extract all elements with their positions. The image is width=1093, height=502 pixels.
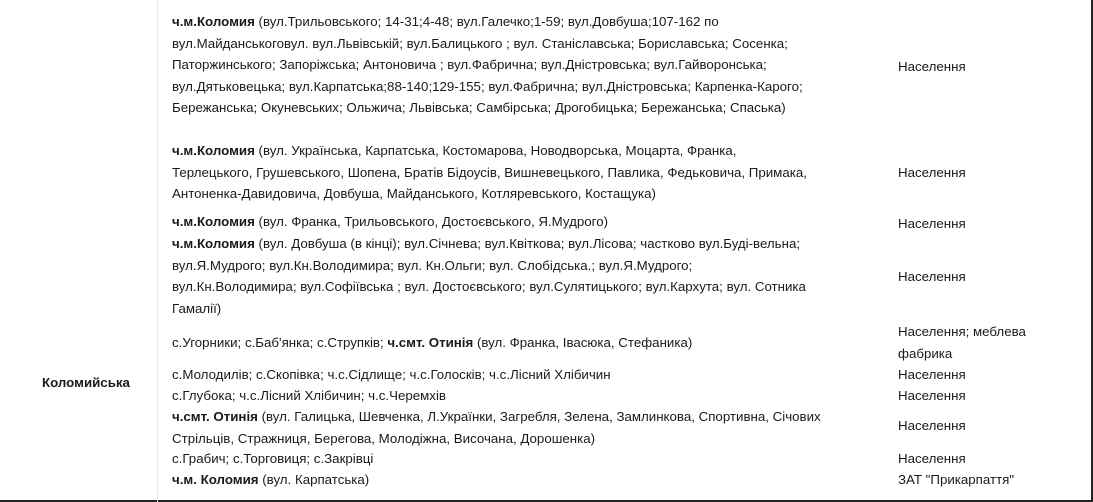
settlement-line: [172, 76, 894, 98]
street-list: с.Грабич; с.Торговиця; с.Закрівці: [172, 451, 374, 466]
consumer-type-line: Населення: [898, 418, 966, 433]
settlement-line: [172, 33, 894, 55]
street-list: (вул. Галицька, Шевченка, Л.Українки, Загребля, Зелена, Замлинкова, Спортивна, Січових: [257, 409, 821, 424]
consumer-type: [898, 469, 1078, 491]
settlement-line: [172, 183, 894, 205]
settlement-row: [172, 364, 894, 386]
place-name: ч.м.Коломия: [172, 143, 255, 158]
street-list: вул.Дятьковецька; вул.Карпатська;88-140;129-155; вул.Фабрична; вул.Дністровська; Карпенка-Карого;: [172, 78, 803, 94]
settlement-line: [172, 276, 894, 298]
consumer-type-line: Населення: [898, 59, 966, 74]
street-list: (вул. Карпатська): [258, 472, 370, 487]
consumer-type-line: фабрика: [898, 345, 953, 361]
place-name: ч.м.Коломия: [172, 236, 255, 251]
settlement-line: [172, 233, 894, 255]
street-list: с.Молодилів; с.Скопівка; ч.с.Сідлище; ч.с.Голосків; ч.с.Лісний Хлібичин: [172, 367, 611, 382]
settlement-row: [172, 332, 894, 354]
settlement-line: [172, 11, 894, 33]
settlement-row: [172, 211, 894, 233]
settlement-row: [172, 140, 894, 205]
place-name: ч.смт. Отинія: [387, 335, 474, 350]
street-list: Антоненка-Давидовича, Довбуша, Майданського, Котляревського, Костащука): [172, 186, 656, 201]
settlement-row: [172, 448, 894, 470]
street-list: вул.Я.Мудрого; вул.Кн.Володимира; вул. Кн.Ольги; вул. Слобідська.; вул.Я.Мудрого;: [172, 257, 693, 273]
settlement-line: [172, 406, 894, 428]
consumer-type-line: Населення: [898, 451, 966, 466]
settlement-line: [172, 298, 894, 320]
consumer-type: [898, 364, 1078, 386]
street-list: (вул. Франка, Івасюка, Стефаника): [473, 335, 693, 350]
place-name: ч.м. Коломия: [172, 472, 259, 487]
street-list: вул.Майданськоговул. вул.Львівській; вул.Балицького ; вул. Станіславська; Бориславська; Сосенка;: [172, 35, 788, 51]
settlement-row: [172, 469, 894, 491]
street-list: Терлецького, Грушевського, Шопена, Братів Бідоусів, Вишневецького, Павлика, Федьковича, Примака,: [172, 164, 807, 180]
settlement-line: [172, 162, 894, 184]
settlement-line: [172, 469, 894, 491]
consumer-type: [898, 448, 1078, 470]
street-list: (вул.Трильовського; 14-31;4-48; вул.Галечко;1-59; вул.Довбуша;107-162 по: [254, 14, 719, 29]
consumer-type-line: ЗАТ "Прикарпаття": [898, 472, 1015, 487]
settlement-row: [172, 233, 894, 319]
consumer-type: [898, 415, 1078, 437]
consumer-type: [898, 321, 1078, 364]
street-list: (вул. Франка, Трильовського, Достоєвського, Я.Мудрого): [254, 214, 609, 229]
street-list: (вул. Українська, Карпатська, Костомарова, Новодворська, Моцарта, Франка,: [254, 143, 737, 158]
consumer-type: [898, 56, 1078, 78]
consumer-type: [898, 213, 1078, 235]
consumer-type-line: Населення: [898, 388, 966, 403]
street-list: с.Угорники; с.Баб'янка; с.Струпків;: [172, 335, 388, 350]
settlement-line: [172, 211, 894, 233]
street-list: с.Глубока; ч.с.Лісний Хлібичин; ч.с.Черемхів: [172, 388, 446, 403]
settlement-line: [172, 332, 894, 354]
consumer-type-line: Населення: [898, 165, 966, 180]
column-divider: [157, 0, 158, 502]
consumer-type-line: Населення: [898, 367, 966, 382]
settlement-line: [172, 255, 894, 277]
street-list: (вул. Довбуша (в кінці); вул.Січнева; вул.Квіткова; вул.Лісова; частково вул.Буді-вельна;: [254, 236, 801, 251]
consumer-type: [898, 162, 1078, 184]
settlement-row: [172, 11, 894, 119]
street-list: Стрільців, Стражниця, Берегова, Молодіжна, Височана, Дорошенка): [172, 430, 596, 446]
settlement-line: [172, 54, 894, 76]
street-list: Гамалії): [172, 300, 222, 316]
settlement-line: [172, 364, 894, 386]
consumer-type-line: Населення; меблева: [898, 324, 1026, 339]
settlement-line: [172, 448, 894, 470]
place-name: ч.м.Коломия: [172, 14, 255, 29]
street-list: вул.Кн.Володимира; вул.Софіївська ; вул. Достоєвського; вул.Сулятицького; вул.Кархута; вул. Сотника: [172, 279, 806, 294]
place-name: ч.смт. Отинія: [172, 409, 258, 424]
settlement-line: [172, 385, 894, 407]
settlement-line: [172, 428, 894, 450]
consumer-type: [898, 385, 1078, 407]
consumer-type-line: Населення: [898, 269, 966, 284]
consumer-type: [898, 266, 1078, 288]
street-list: Бережанська; Окуневських; Ольжича; Львівська; Самбірська; Дрогобицька; Бережанська; Спаська): [172, 100, 786, 115]
settlement-row: [172, 406, 894, 449]
street-list: Паторжинського; Запоріжська; Антоновича ; вул.Фабрична; вул.Дністровська; вул.Гайворонська;: [172, 57, 767, 72]
settlement-line: [172, 97, 894, 119]
place-name: ч.м.Коломия: [172, 214, 255, 229]
settlement-row: [172, 385, 894, 407]
region-name: Коломийська: [42, 375, 130, 390]
consumer-type-line: Населення: [898, 216, 966, 231]
settlement-line: [172, 140, 894, 162]
